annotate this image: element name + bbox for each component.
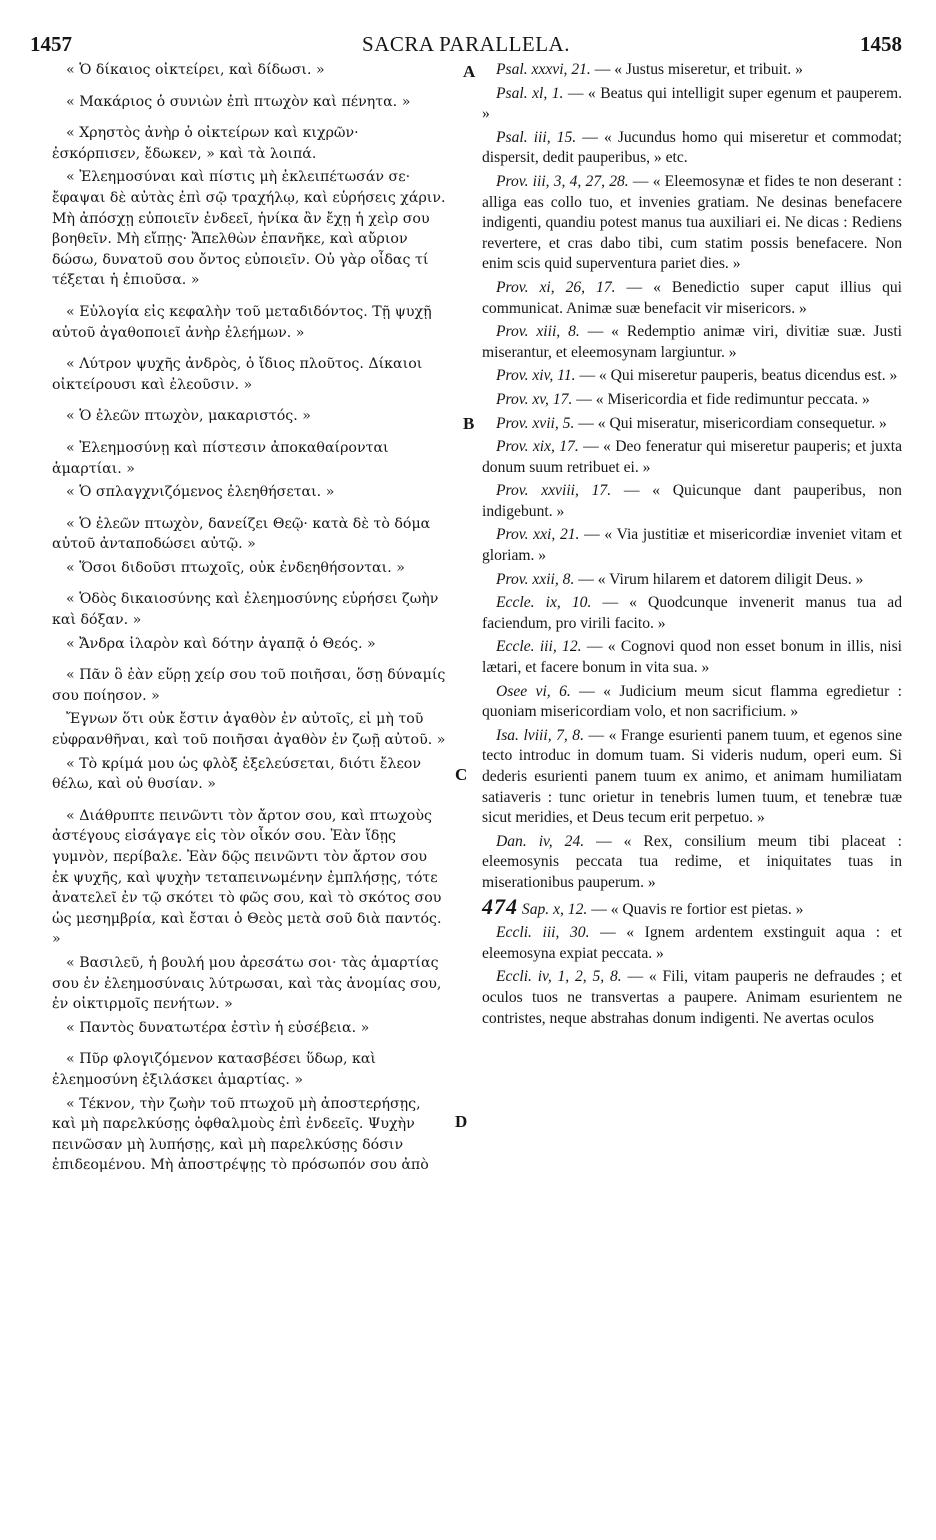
greek-passage: « Εὐλογία εἰς κεφαλὴν τοῦ μεταδιδόντος. Τῇ ψυχῇ αὐτοῦ ἀγαθοποιεῖ ἀνὴρ ἐλεήμων. » <box>52 303 432 341</box>
latin-entry <box>482 726 902 829</box>
margin-letter-b: B <box>463 414 475 433</box>
greek-passage: « Χρηστὸς ἀνὴρ ὁ οἰκτείρων καὶ κιχρῶν· ἐσκόρπισεν, ἔδωκεν, » καὶ τὰ λοιπά. <box>52 125 359 162</box>
scripture-reference: Prov. xxi, 21. <box>496 526 580 544</box>
scripture-reference: Psal. iii, 15. <box>496 128 577 146</box>
latin-quote: — « Eleemosynæ et fides te non deserant : alliga eas collo tuo, et invenies gratiam. Ne desinas benefacere indigenti, quandiu potest manus tua auxiliari ei. Ne dicas : Rediens revertere, et cras dabo tibi, cum statim possis benefacere. Non enim scis quid superventura pariet dies. » <box>482 172 902 273</box>
page-number-left: 1457 <box>30 32 72 56</box>
greek-passage: Ἔγνων ὅτι οὐκ ἔστιν ἀγαθὸν ἐν αὐτοῖς, εἰ μὴ τοῦ εὐφρανθῆναι, καὶ τοῦ ποιῆσαι ἀγαθὸν ἐν ζωῇ αὐτοῦ. » <box>52 711 446 749</box>
greek-passage: « Πῦρ φλογιζόμενον κατασβέσει ὕδωρ, καὶ ἐλεημοσύνη ἐξιλάσκει ἁμαρτίας. » <box>52 1051 376 1088</box>
greek-passage: « Τέκνον, τὴν ζωὴν τοῦ πτωχοῦ μὴ ἀποστερήσῃς, καὶ μὴ παρελκύσῃς ὀφθαλμοὺς ἐπὶ ἐνδεεῖς. Ψυχὴν πεινῶσαν μὴ λυπήσῃς, καὶ μὴ παρελκύσῃς δόσιν ἐπιδεομένου. Μὴ ἀποστρέψῃς τὸ πρόσωπόν σου ἀπὸ <box>52 1095 429 1174</box>
scripture-reference: Eccli. iv, 1, 2, 5, 8. <box>496 968 622 986</box>
scripture-reference: Prov. xi, 26, 17. <box>496 278 616 296</box>
latin-quote: — « Quodcunque invenerit manus tua ad faciendum, pro virili facito. » <box>482 594 902 632</box>
latin-entry <box>482 923 902 964</box>
latin-quote: — « Jucundus homo qui miseretur et commodat; dispersit, dedit pauperibus, » etc. <box>482 128 903 167</box>
greek-passage: « Ἐλεημοσύναι καὶ πίστις μὴ ἐκλειπέτωσάν σε· ἔφαψαι δὲ αὐτὰς ἐπὶ σῷ τραχήλῳ, καὶ εὑρήσεις χάριν. Μὴ ἀπόσχῃ εὐποιεῖν ἐνδεεῖ, ἡνίκα ἂν ἔχῃ ἡ χεὶρ σου βοηθεῖν. Μὴ εἴπῃς· Ἄπελθὼν ἐπανῆκε, καὶ αὔριον δώσω, δυνατοῦ σου ὄντος εὐποιεῖν. Οὐ γὰρ οἶδας τί τέξεται ἡ ἐπιοῦσα. » <box>52 169 446 289</box>
greek-passage: « Μακάριος ὁ συνιὼν ἐπὶ πτωχὸν καὶ πένητα. » <box>66 93 411 110</box>
greek-passage: « Ὁ ἐλεῶν πτωχὸν, δανείζει Θεῷ· κατὰ δὲ τὸ δόμα αὐτοῦ ἀνταποδώσει αὐτῷ. » <box>52 515 431 553</box>
greek-passage: « Ἐλεημοσύνῃ καὶ πίστεσιν ἀποκαθαίρονται ἁμαρτίαι. » <box>52 439 389 477</box>
latin-quote: — « Deo feneratur qui miseretur pauperis; et juxta donum suum retribuet ei. » <box>482 438 902 476</box>
scripture-reference: Prov. xxviii, 17. <box>496 482 612 500</box>
page-header <box>30 32 902 60</box>
scripture-reference: Prov. xiii, 8. <box>496 323 580 341</box>
latin-quote: — « Qui miseratur, misericordiam consequetur. » <box>578 414 887 432</box>
latin-entry <box>482 278 902 319</box>
latin-entry <box>482 390 902 411</box>
latin-quote: — « Judicium meum sicut flamma egredietur : quoniam misericordiam volo, et non sacrificium. » <box>482 682 902 721</box>
latin-entry <box>482 172 902 275</box>
latin-quote: — « Quavis re fortior est pietas. » <box>591 900 804 918</box>
greek-passage: « Παντὸς δυνατωτέρα ἐστὶν ἡ εὐσέβεια. » <box>66 1019 370 1036</box>
latin-entry <box>482 570 902 591</box>
greek-passage: « Ὁδὸς δικαιοσύνης καὶ ἐλεημοσύνης εὑρήσει ζωὴν καὶ δόξαν. » <box>52 591 439 629</box>
scripture-reference: Eccli. iii, 30. <box>496 924 590 942</box>
latin-quote: — « Virum hilarem et datorem diligit Deus. » <box>578 570 864 588</box>
scripture-reference: Prov. xix, 17. <box>496 438 579 456</box>
latin-column <box>482 60 902 1032</box>
latin-entry <box>482 893 902 921</box>
margin-letter-a: A <box>463 62 476 81</box>
scripture-reference: Psal. xl, 1. <box>496 84 564 102</box>
page-number-right: 1458 <box>860 32 902 56</box>
latin-quote: — « Via justitiæ et misericordiæ inveniet vitam et gloriam. » <box>482 526 902 565</box>
scripture-reference: Sap. x, 12. <box>521 900 588 918</box>
running-title: SACRA PARALLELA. <box>362 32 570 56</box>
latin-entry <box>482 366 902 387</box>
latin-quote: — « Rex, consilium meum tibi placeat : eleemosynis peccata tua redime, et iniquitates tuas in miserationibus pauperum. » <box>482 832 902 891</box>
latin-quote: — « Frange esurienti panem tuum, et egenos sine tecto introduc in domum tuam. Si videris nudum, operi eum. Si dederis esurienti panem tuum ex animo, et animam humiliatam satiaveris : tunc orietur in tenebris lumen tuum, et tenebræ tuæ sicut meridies, et Deus tecum erit perpetuo. » <box>482 726 902 827</box>
scripture-reference: Prov. xvii, 5. <box>496 414 575 432</box>
greek-passage: « Ἄνδρα ἱλαρὸν καὶ δότην ἀγαπᾷ ὁ Θεός. » <box>66 635 376 652</box>
latin-entry <box>482 84 902 125</box>
scripture-reference: Prov. xxii, 8. <box>496 570 575 588</box>
greek-passage: « Τὸ κρίμά μου ὡς φλὸξ ἐξελεύσεται, διότι ἔλεον θέλω, καὶ οὐ θυσίαν. » <box>52 755 421 793</box>
latin-quote: — « Misericordia et fide redimuntur peccata. » <box>576 390 870 408</box>
scripture-reference: Eccle. iii, 12. <box>496 638 582 656</box>
latin-entry <box>482 414 902 435</box>
column-number: 474 <box>482 893 518 919</box>
greek-passage: « Διάθρυπτε πεινῶντι τὸν ἄρτον σου, καὶ πτωχοὺς ἀστέγους εἰσάγαγε εἰς τὸν οἶκόν σου. Ἐὰν ἴδῃς γυμνὸν, περίβαλε. Ἐὰν δῷς πεινῶντι τὸν ἄρτον σου ἐκ ψυχῆς, καὶ ψυχὴν τεταπεινωμένην ἐμπλήσῃς, τότε ἀνατελεῖ ἐν τῷ σκότει τὸ φῶς σου, καὶ τὸ σκότος σου ὡς μεσημβρία, καὶ ἔσται ὁ Θεὸς μετὰ σοῦ διὰ παντός. » <box>52 807 442 948</box>
greek-column <box>52 60 448 1179</box>
scripture-reference: Psal. xxxvi, 21. <box>496 61 591 78</box>
latin-quote: — « Quicunque dant pauperibus, non indigebunt. » <box>482 482 902 520</box>
latin-entry <box>482 832 902 894</box>
scripture-reference: Prov. iii, 3, 4, 27, 28. <box>496 172 629 190</box>
latin-entry <box>482 481 902 522</box>
latin-quote: — « Cognovi quod non esset bonum in illis, nisi lætari, et facere bonum in vita sua. » <box>482 638 902 677</box>
latin-entry <box>482 682 902 723</box>
latin-entry <box>482 437 902 478</box>
greek-passage: « Βασιλεῦ, ἡ βουλή μου ἀρεσάτω σοι· τὰς ἁμαρτίας σου ἐν ἐλεημοσύναις λύτρωσαι, καὶ τὰς ἀνομίας σου, ἐν οἰκτιρμοῖς πενήτων. » <box>52 954 442 1013</box>
scripture-reference: Osee vi, 6. <box>496 682 571 700</box>
latin-entry <box>482 593 902 634</box>
greek-passage: « Λύτρον ψυχῆς ἀνδρὸς, ὁ ἴδιος πλοῦτος. Δίκαιοι οἰκτείρουσι καὶ ἐλεοῦσιν. » <box>52 356 423 393</box>
latin-entry <box>482 637 902 678</box>
latin-quote: — « Beatus qui intelligit super egenum et pauperem. » <box>482 84 902 123</box>
greek-passage: « Πᾶν ὃ ἐὰν εὕρῃ χείρ σου τοῦ ποιῆσαι, ὅσῃ δύναμίς σου ποίησον. » <box>52 667 446 704</box>
greek-passage: « Ὁ δίκαιος οἰκτείρει, καὶ δίδωσι. » <box>66 62 325 78</box>
greek-passage: « Ὅσοι διδοῦσι πτωχοῖς, οὐκ ἐνδεηθήσονται. » <box>66 559 405 576</box>
latin-quote: — « Qui miseretur pauperis, beatus dicendus est. » <box>579 367 898 385</box>
greek-passage: « Ὁ ἐλεῶν πτωχὸν, μακαριστός. » <box>66 408 311 425</box>
latin-entry <box>482 967 902 1029</box>
latin-entry <box>482 128 902 169</box>
scripture-reference: Dan. iv, 24. <box>496 832 585 850</box>
latin-entry <box>482 60 902 81</box>
greek-passage: « Ὁ σπλαγχνιζόμενος ἐλεηθήσεται. » <box>66 484 335 501</box>
latin-quote: — « Fili, vitam pauperis ne defraudes ; et oculos tuos ne transvertas a paupere. Animam esurientem ne contristes, neque abstrahas donum indigenti. Ne avertas oculos <box>482 968 903 1027</box>
scripture-reference: Isa. lviii, 7, 8. <box>496 726 584 744</box>
latin-entry <box>482 525 902 566</box>
scripture-reference: Eccle. ix, 10. <box>496 594 592 612</box>
latin-quote: — « Ignem ardentem exstinguit aqua : et eleemosyna expiat peccata. » <box>482 924 902 962</box>
scripture-reference: Prov. xiv, 11. <box>496 367 576 385</box>
latin-quote: — « Benedictio super caput illius qui communicat. Animæ suæ benefacit vir misericors. » <box>482 278 902 317</box>
margin-letter-d: D <box>455 1112 468 1131</box>
scripture-reference: Prov. xv, 17. <box>496 390 573 408</box>
latin-quote: — « Justus miseretur, et tribuit. » <box>594 61 803 78</box>
latin-entry <box>482 322 902 363</box>
latin-quote: — « Redemptio animæ viri, divitiæ suæ. Justi miserantur, et eleemosynam largiuntur. » <box>482 323 902 361</box>
margin-letter-c: C <box>455 765 468 784</box>
